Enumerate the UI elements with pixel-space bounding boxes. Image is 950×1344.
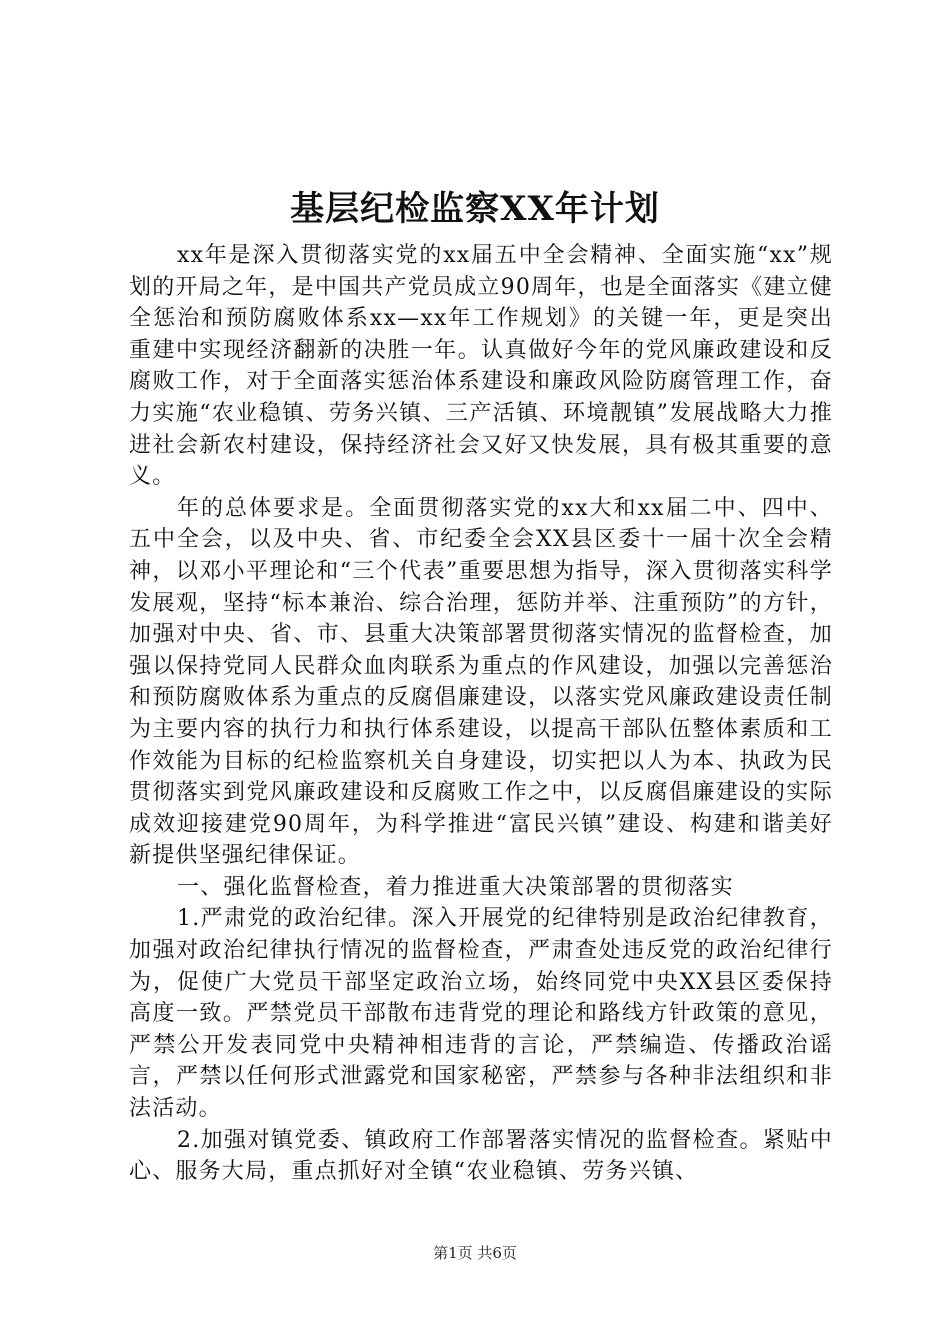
paragraph-item-1: 1.严肃党的政治纪律。深入开展党的纪律特别是政治纪律教育，加强对政治纪律执行情况的监督检查，严肃查处违反党的政治纪律行为，促使广大党员干部坚定政治立场，始终同党中央XX县区委保持高度一致。严禁党员干部散布违背党的理论和路线方针政策的意见，严禁公开发表同党中央精神相违背的言论，严禁编造、传播政治谣言，严禁以任何形式泄露党和国家秘密，严禁参与各种非法组织和非法活动。 (129, 906, 833, 1122)
section-heading-1: 一、强化监督检查，着力推进重大决策部署的贯彻落实 (177, 874, 734, 900)
paragraph-item-2: 2.加强对镇党委、镇政府工作部署落实情况的监督检查。紧贴中心、服务大局，重点抓好对全镇“农业稳镇、劳务兴镇、 (129, 1127, 833, 1185)
paragraph-intro: xx年是深入贯彻落实党的xx届五中全会精神、全面实施“xx”规划的开局之年，是中国共产党员成立90周年，也是全面落实《建立健全惩治和预防腐败体系xx—xx年工作规划》的关键一年，更是突出重建中实现经济翻新的决胜一年。认真做好今年的党风廉政建设和反腐败工作，对于全面落实惩治体系建设和廉政风险防腐管理工作，奋力实施“农业稳镇、劳务兴镇、三产活镇、环境靓镇”发展战略大力推进社会新农村建设，保持经济社会又好又快发展，具有极其重要的意义。 (129, 243, 833, 490)
document-title: 基层纪检监察XX年计划 (290, 189, 660, 229)
document-body (129, 240, 833, 1188)
paragraph-general-requirements: 年的总体要求是。全面贯彻落实党的xx大和xx届二中、四中、五中全会，以及中央、省、市纪委全会XX县区委十一届十次全会精神，以邓小平理论和“三个代表”重要思想为指导，深入贯彻落实科学发展观，坚持“标本兼治、综合治理，惩防并举、注重预防”的方针，加强对中央、省、市、县重大决策部署贯彻落实情况的监督检查，加强以保持党同人民群众血肉联系为重点的作风建设，加强以完善惩治和预防腐败体系为重点的反腐倡廉建设，以落实党风廉政建设责任制为主要内容的执行力和执行体系建设，以提高干部队伍整体素质和工作效能为目标的纪检监察机关自身建设，切实把以人为本、执政为民贯彻落实到党风廉政建设和反腐败工作之中，以反腐倡廉建设的实际成效迎接建党90周年，为科学推进“富民兴镇”建设、构建和谐美好新提供坚强纪律保证。 (129, 495, 833, 869)
page-footer: 第1页 共6页 (433, 1244, 517, 1262)
